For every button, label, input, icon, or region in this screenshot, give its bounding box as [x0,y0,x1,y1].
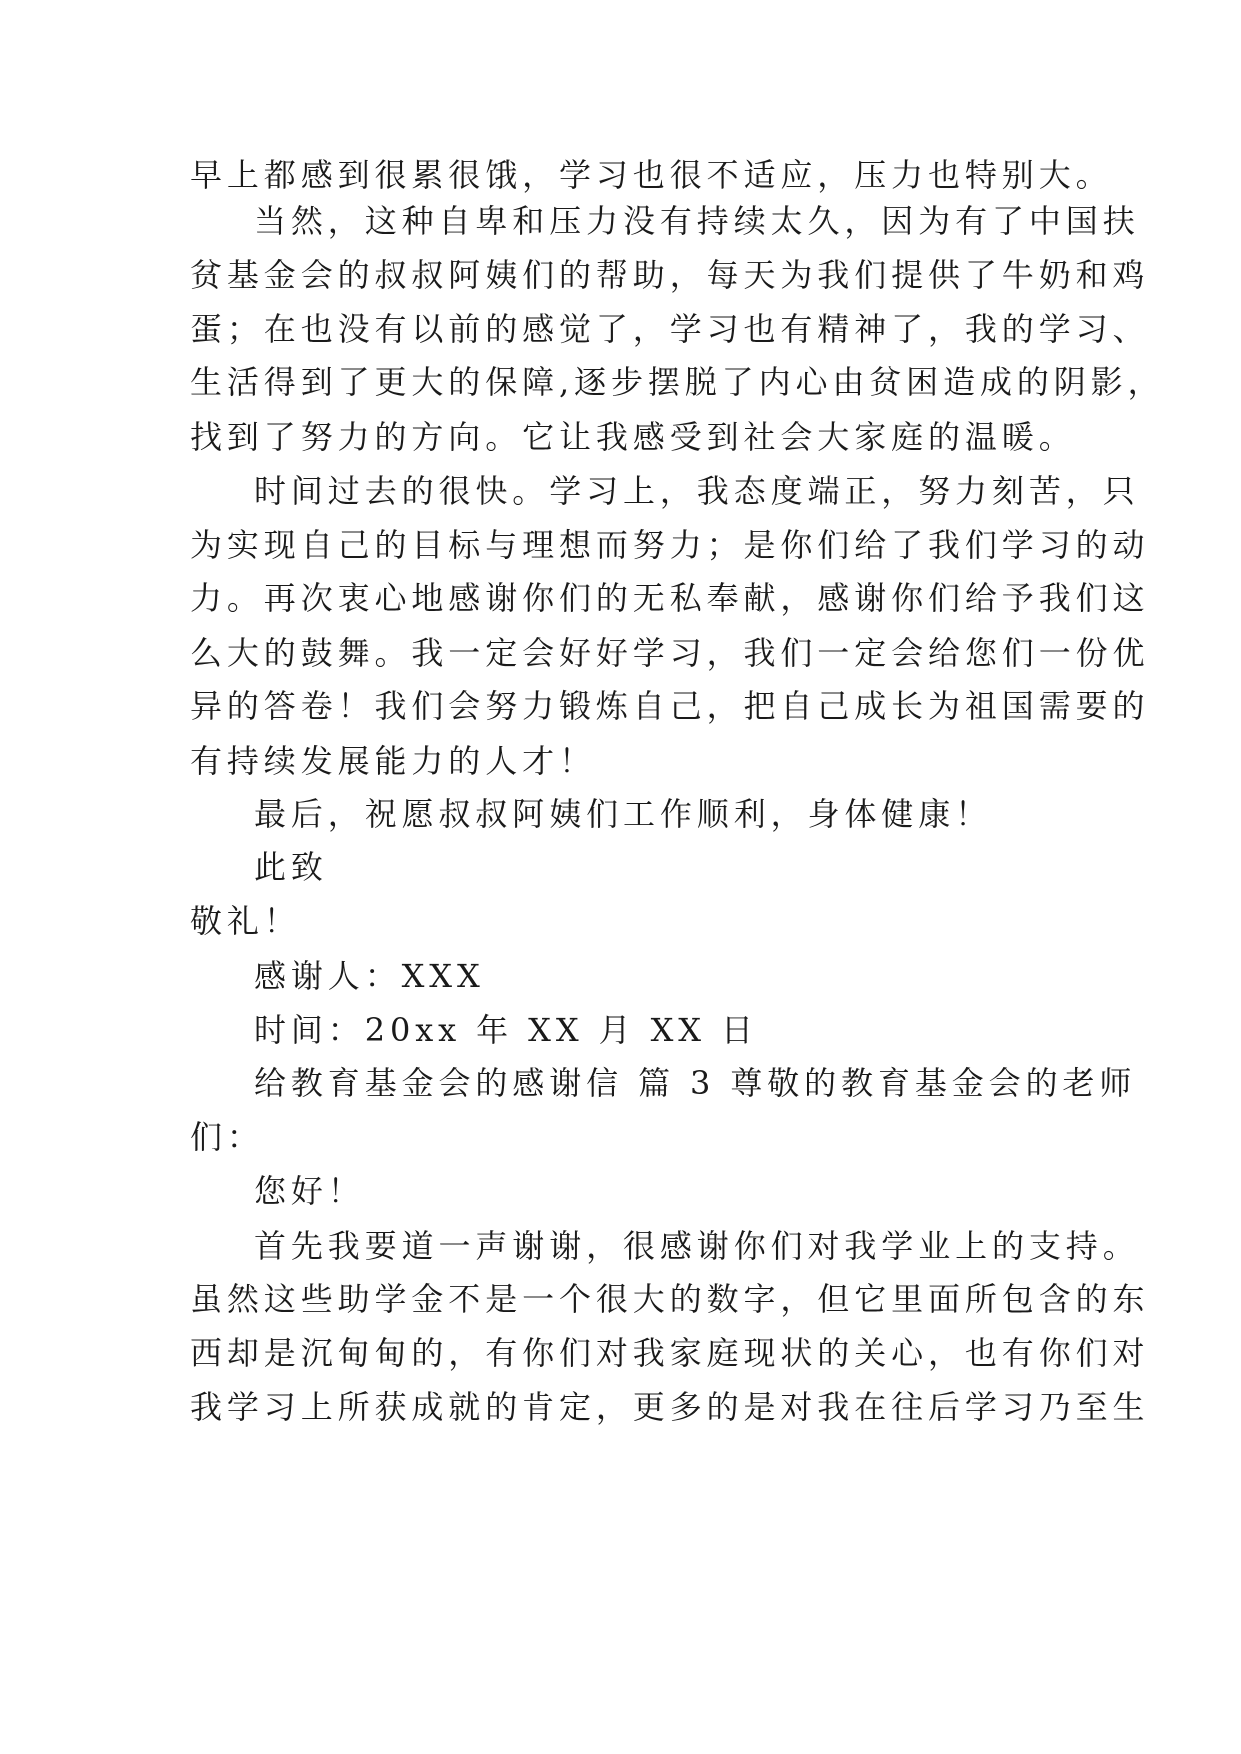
signature-date: 时间：20xx 年 XX 月 XX 日 [254,1011,758,1049]
signature-name: 感谢人：XXX [254,957,485,995]
text-line: 生活得到了更大的保障,逐步摆脱了内心由贫困造成的阴影， [190,363,1165,401]
text-line: 贫基金会的叔叔阿姨们的帮助，每天为我们提供了牛奶和鸡 [190,256,1150,294]
text-line: 当然，这种自卑和压力没有持续太久，因为有了中国扶 [254,202,1140,240]
text-line: 力。再次衷心地感谢你们的无私奉献，感谢你们给予我们这 [190,579,1150,617]
text-line: 为实现自己的目标与理想而努力；是你们给了我们学习的动 [190,526,1150,564]
text-line: 虽然这些助学金不是一个很大的数字，但它里面所包含的东 [190,1280,1150,1318]
text-line: 首先我要道一声谢谢，很感谢你们对我学业上的支持。 [254,1227,1140,1265]
text-line: 异的答卷！我们会努力锻炼自己，把自己成长为祖国需要的 [190,687,1150,725]
greeting: 您好！ [254,1172,365,1210]
letter-heading: 们： [190,1118,264,1156]
letter-heading: 给教育基金会的感谢信 篇 3 尊敬的教育基金会的老师 [254,1064,1137,1102]
text-line: 早上都感到很累很饿，学习也很不适应，压力也特别大。 [190,156,1113,194]
text-line: 最后，祝愿叔叔阿姨们工作顺利，身体健康！ [254,795,993,833]
text-line: 蛋；在也没有以前的感觉了，学习也有精神了，我的学习、 [190,310,1150,348]
text-line: 找到了努力的方向。它让我感受到社会大家庭的温暖。 [190,418,1076,456]
closing-salutation: 敬礼！ [190,902,301,940]
closing-salutation: 此致 [254,848,328,886]
text-line: 么大的鼓舞。我一定会好好学习，我们一定会给您们一份优 [190,634,1150,672]
text-line: 时间过去的很快。学习上，我态度端正，努力刻苦，只 [254,472,1140,510]
text-line: 西却是沉甸甸的，有你们对我家庭现状的关心，也有你们对 [190,1334,1150,1372]
text-line: 我学习上所获成就的肯定，更多的是对我在往后学习乃至生 [190,1388,1150,1426]
text-line: 有持续发展能力的人才！ [190,742,596,780]
